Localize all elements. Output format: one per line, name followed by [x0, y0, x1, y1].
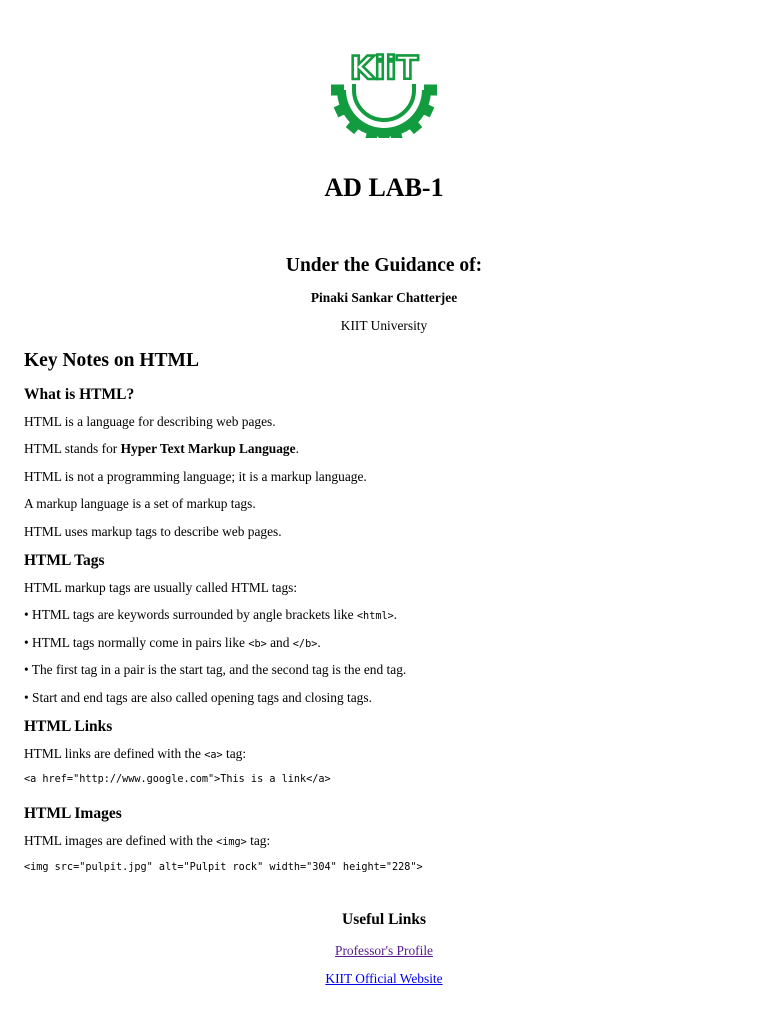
tags-bullet-1: • HTML tags are keywords surrounded by angle brackets like <html>.	[24, 607, 398, 623]
tags-bullet-4: • Start and end tags are also called opening tags and closing tags.	[24, 689, 372, 705]
links-heading: HTML Links	[24, 717, 113, 735]
what-line-3: HTML is not a programming language; it is a markup language.	[24, 468, 367, 484]
notes-heading: Key Notes on HTML	[24, 350, 199, 371]
links-example-code: <a href="http://www.google.com">This is a link</a>	[24, 774, 331, 786]
useful-links-heading: Useful Links	[342, 911, 426, 928]
page-title: AD LAB-1	[324, 173, 444, 202]
professor-profile-link[interactable]: Professor's Profile	[335, 943, 433, 958]
tags-heading: HTML Tags	[24, 551, 105, 569]
code-img-tag: <img>	[216, 837, 247, 849]
images-heading: HTML Images	[24, 805, 122, 823]
kiit-website-link[interactable]: KIIT Official Website	[325, 971, 443, 986]
tags-intro: HTML markup tags are usually called HTML tags:	[24, 579, 298, 595]
code-html-tag: <html>	[356, 611, 394, 623]
tags-bullet-3: • The first tag in a pair is the start tag, and the second tag is the end tag.	[24, 662, 407, 678]
guidance-heading: Under the Guidance of:	[285, 255, 483, 276]
kiit-logo	[319, 46, 449, 138]
professor-name: Pinaki Sankar Chatterjee	[310, 290, 458, 305]
images-intro: HTML images are defined with the <img> tag:	[24, 833, 271, 849]
notes-section	[24, 348, 744, 891]
what-line-4: A markup language is a set of markup tags.	[24, 496, 256, 512]
code-a-tag: <a>	[204, 749, 223, 761]
what-heading: What is HTML?	[24, 386, 135, 403]
code-b-open: <b>	[248, 638, 267, 650]
what-line-1: HTML is a language for describing web pages.	[24, 414, 276, 429]
code-b-close: </b>	[292, 638, 318, 650]
tags-bullet-2: • HTML tags normally come in pairs like <b> and </b>.	[24, 634, 321, 650]
professor-profile-row	[0, 943, 768, 959]
logo-text: KiiT	[349, 49, 419, 87]
university-name: KIIT University	[340, 318, 428, 333]
links-intro: HTML links are defined with the <a> tag:	[24, 745, 247, 761]
what-line-5: HTML uses markup tags to describe web pages.	[24, 523, 282, 539]
html-full-form: Hyper Text Markup Language	[120, 441, 296, 457]
images-example-code: <img src="pulpit.jpg" alt="Pulpit rock" width="304" height="228">	[24, 861, 423, 873]
logo-container	[0, 46, 768, 142]
what-line-2: HTML stands for Hyper Text Markup Language.	[24, 441, 299, 457]
kiit-website-row	[0, 971, 768, 987]
